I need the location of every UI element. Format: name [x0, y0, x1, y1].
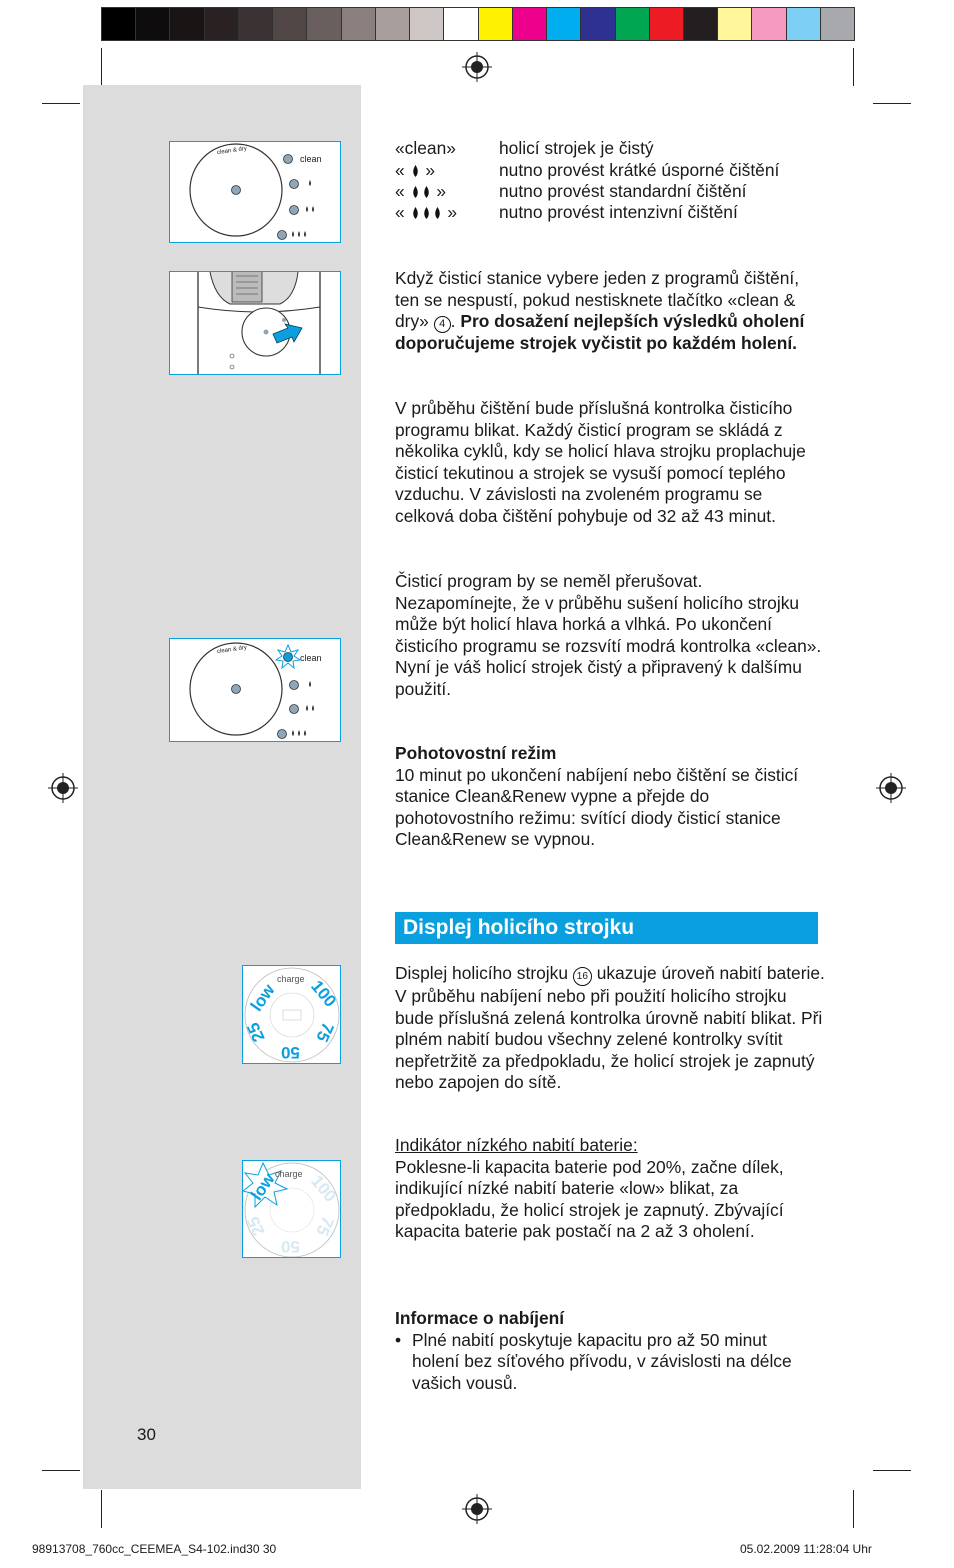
- color-swatch: [272, 7, 307, 41]
- clean-dry-label: clean & dry: [216, 644, 248, 656]
- legend-key: « »: [395, 160, 436, 180]
- color-swatch: [820, 7, 855, 41]
- footer-timestamp: 05.02.2009 11:28:04 Uhr: [740, 1542, 872, 1556]
- charging-info-text: Plné nabití poskytuje kapacitu pro až 50 minut holení bez síťového přívodu, v závislosti na délce vašich vousů.: [412, 1329, 792, 1393]
- color-swatch: [169, 7, 204, 41]
- charge-display-figure: [242, 965, 341, 1064]
- legend-desc: nutno provést krátké úsporné čištění: [499, 160, 780, 180]
- station-shaver-figure: [169, 271, 341, 375]
- level-50: 50: [281, 1043, 300, 1062]
- legend-row-clean: [395, 138, 654, 160]
- cleaning-process-paragraph: V průběhu čištění bude příslušná kontrolka čisticího programu blikat. Každý čisticí program se skládá z několika cyklů, kdy se holicí hlava strojku proplachuje čisticí tekutinou a strojek se vysuší pomocí teplého vzduchu. V závislosti na zvoleném programu se celková doba čištění pohybuje od 32 až 43 minut.: [395, 398, 806, 526]
- clean-label: clean: [300, 653, 322, 663]
- level-50: 50: [281, 1237, 300, 1256]
- color-swatch: [580, 7, 615, 41]
- drop-icon: [422, 186, 431, 198]
- clean-label: clean: [300, 154, 322, 164]
- crop-mark: [853, 48, 854, 86]
- low-battery-display-figure: [242, 1160, 341, 1258]
- color-swatch: [135, 7, 170, 41]
- footer-file-info: 98913708_760cc_CEEMEA_S4-102.ind30 30: [32, 1542, 277, 1556]
- color-swatch: [683, 7, 718, 41]
- low-battery-text: Poklesne-li kapacita baterie pod 20%, začne dílek, indikující nízké nabití baterie «low» blikat, za předpokladu, že holicí strojek je zapnutý. Zbývající kapacita baterie pak postačí na 2 až 3 oholení.: [395, 1156, 784, 1242]
- level-low-blinking: low: [246, 1169, 279, 1204]
- level-75: 75: [312, 1213, 338, 1239]
- drop-icon: [411, 165, 420, 177]
- crop-mark: [101, 1490, 102, 1528]
- level-75: 75: [312, 1019, 338, 1045]
- color-swatch: [238, 7, 273, 41]
- legend-row-intensive: [395, 202, 738, 224]
- drop-icon: [411, 186, 420, 198]
- color-swatch: [649, 7, 684, 41]
- charge-label: charge: [275, 1169, 303, 1179]
- color-swatch: [786, 7, 821, 41]
- color-swatch: [101, 7, 136, 41]
- station-panel-clean-lit-figure: [169, 638, 341, 742]
- legend-key: « »: [395, 181, 447, 201]
- color-swatch: [512, 7, 547, 41]
- page-number: 30: [137, 1425, 156, 1444]
- standby-section: [395, 743, 825, 851]
- station-panel-figure: [169, 141, 341, 243]
- drop-icon: [411, 207, 420, 219]
- display-paragraph: Displej holicího strojku 16 ukazuje úroveň nabití baterie. V průběhu nabíjení nebo při použití holicího strojku bude příslušná zelená kontrolka úrovně nabití blikat. Při plném nabití budou všechny zelené kontrolky svítit nepřetržitě za předpokladu, že holicí strojek je zapnutý nebo zapojen do sítě.: [395, 963, 825, 1093]
- level-25: 25: [243, 1019, 269, 1045]
- charging-info-section: [395, 1308, 825, 1394]
- section-title: Displej holicího strojku: [395, 912, 818, 944]
- low-battery-section: [395, 1135, 825, 1243]
- legend-key: « »: [395, 202, 458, 222]
- color-swatch: [306, 7, 341, 41]
- level-100: 100: [307, 1171, 340, 1206]
- legend-row-standard: [395, 181, 747, 203]
- crop-mark: [101, 48, 102, 86]
- legend-row-short: [395, 160, 779, 182]
- crop-mark: [853, 1490, 854, 1528]
- low-battery-heading: Indikátor nízkého nabití baterie:: [395, 1135, 638, 1155]
- crop-mark: [42, 103, 80, 104]
- reference-number: 4: [434, 316, 451, 333]
- crop-mark: [873, 103, 911, 104]
- crop-mark: [873, 1470, 911, 1471]
- color-swatch: [615, 7, 650, 41]
- print-color-bar: [101, 7, 854, 41]
- color-swatch: [443, 7, 478, 41]
- charging-info-heading: Informace o nabíjení: [395, 1308, 565, 1328]
- level-100: 100: [307, 976, 340, 1011]
- standby-text: 10 minut po ukončení nabíjení nebo čištění se čisticí stanice Clean&Renew vypne a přejde do pohotovostního režimu: svítící diody čisticí stanice Clean&Renew se vypnou.: [395, 764, 799, 850]
- registration-mark-right: [876, 773, 906, 803]
- color-swatch: [341, 7, 376, 41]
- crop-mark: [42, 1470, 80, 1471]
- registration-mark-left: [48, 773, 78, 803]
- charge-label: charge: [277, 974, 305, 984]
- registration-mark-top: [462, 52, 492, 82]
- color-swatch: [546, 7, 581, 41]
- color-swatch: [751, 7, 786, 41]
- reference-number: 16: [573, 967, 592, 986]
- level-25: 25: [243, 1213, 269, 1239]
- color-swatch: [204, 7, 239, 41]
- standby-heading: Pohotovostní režim: [395, 743, 557, 763]
- color-swatch: [478, 7, 513, 41]
- recommendation-bold: Pro dosažení nejlepších výsledků oholení doporučujeme strojek vyčistit po každém holení.: [395, 311, 805, 354]
- bullet: •: [395, 1329, 402, 1350]
- clean-dry-label: clean & dry: [216, 145, 248, 157]
- legend-key: «clean»: [395, 138, 456, 158]
- color-swatch: [409, 7, 444, 41]
- drop-icon: [422, 207, 431, 219]
- program-selection-paragraph: Když čisticí stanice vybere jeden z programů čištění, ten se nespustí, pokud nestisknete tlačítko «clean & dry» 4 . Pro dosažení nejlepších výsledků oholení doporučujeme strojek vyčistit po každém holení.: [395, 268, 805, 354]
- drop-icon: [433, 207, 442, 219]
- no-interrupt-paragraph: Čisticí program by se neměl přerušovat. Nezapomínejte, že v průběhu sušení holicího strojku může být holicí hlava horká a vlhká. Po ukončení čisticího programu se rozsvítí modrá kontrolka «clean». Nyní je váš holicí strojek čistý a připravený k dalšímu použití.: [395, 571, 822, 699]
- registration-mark-bottom: [462, 1494, 492, 1524]
- color-swatch: [375, 7, 410, 41]
- legend-desc: nutno provést standardní čištění: [499, 181, 747, 201]
- level-low: low: [246, 980, 279, 1015]
- color-swatch: [717, 7, 752, 41]
- legend-desc: nutno provést intenzivní čištění: [499, 202, 738, 222]
- legend-desc: holicí strojek je čistý: [499, 138, 654, 158]
